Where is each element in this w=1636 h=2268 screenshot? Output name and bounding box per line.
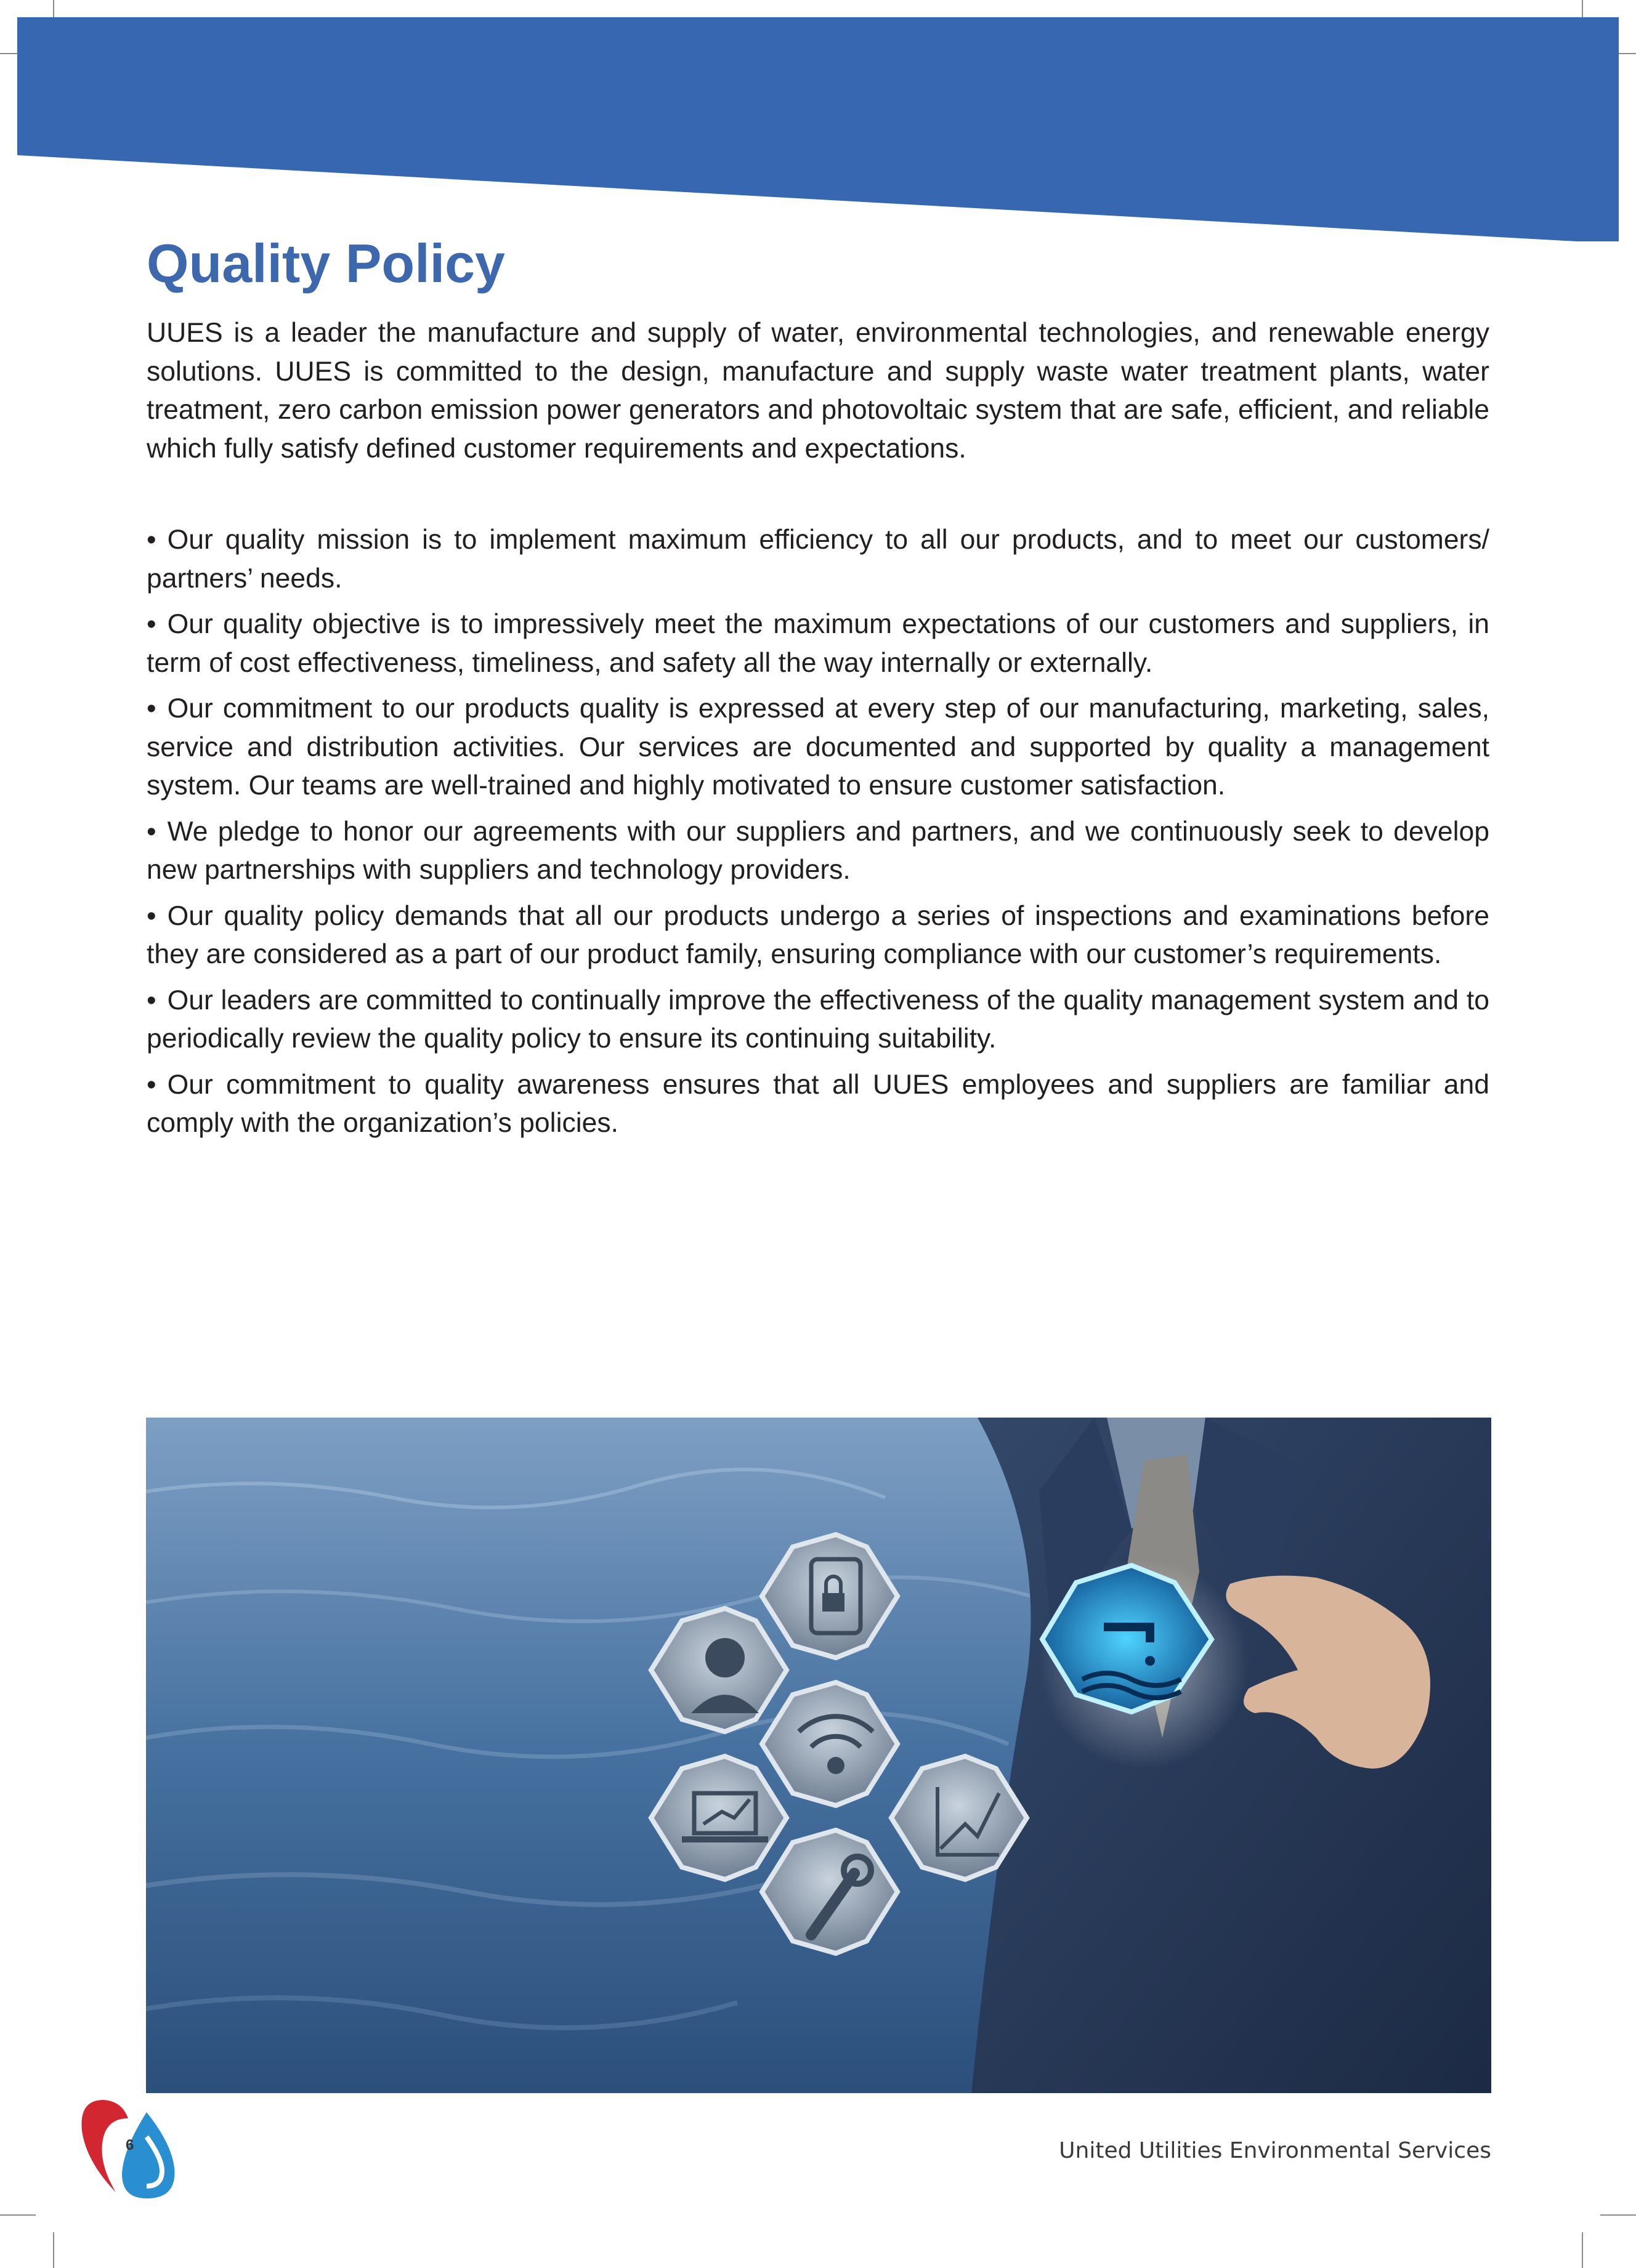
crop-mark: [0, 2214, 36, 2216]
bullet-text: Our quality mission is to implement maximum efficiency to all our products, and to meet our customers/ partners’ needs.: [147, 525, 1489, 594]
bullet-symbol: •: [147, 609, 156, 639]
page-number: 6: [126, 2137, 134, 2153]
bullet-symbol: •: [147, 985, 156, 1015]
crop-mark: [1582, 2232, 1583, 2268]
bullet-text: We pledge to honor our agreements with our suppliers and partners, and we continuously seek to develop new partnerships with suppliers and technology providers.: [147, 816, 1489, 885]
intro-paragraph: UUES is a leader the manufacture and supply of water, environmental technologies, and renewable energy solutions. UUES is committed to the design, manufacture and supply waste water treatment plants, water treatment, zero carbon emission power generators and photovoltaic system that are safe, efficient, and reliable which fully satisfy defined customer requirements and expectations.: [147, 318, 1489, 464]
bullet-item: [147, 521, 1489, 598]
footer-organization: United Utilities Environmental Services: [1059, 2138, 1491, 2163]
policy-bullet-list: [147, 521, 1489, 1143]
bullet-item: [147, 605, 1489, 682]
bullet-text: Our commitment to quality awareness ensures that all UUES employees and suppliers are familiar and comply with the organization’s policies.: [147, 1069, 1489, 1138]
bullet-text: Our quality objective is to impressively meet the maximum expectations of our customers and suppliers, in term of cost effectiveness, timeliness, and safety all the way internally or externally.: [147, 609, 1489, 678]
policy-content: [147, 314, 1489, 1150]
bullet-item: [147, 982, 1489, 1059]
page-title: Quality Policy: [147, 233, 505, 294]
crop-mark: [53, 2232, 54, 2268]
bullet-symbol: •: [147, 900, 156, 931]
crop-mark: [1600, 2214, 1636, 2216]
bullet-item: [147, 690, 1489, 805]
bullet-symbol: •: [147, 1069, 156, 1100]
bullet-symbol: •: [147, 525, 156, 555]
bullet-text: Our commitment to our products quality is expressed at every step of our manufacturing, marketing, sales, service and distribution activities. Our services are documented and supported by quality a management system. Our teams are well-trained and highly motivated to ensure customer satisfaction.: [147, 693, 1489, 801]
feature-photo: [146, 1418, 1491, 2093]
bullet-symbol: •: [147, 816, 156, 847]
bullet-item: [147, 813, 1489, 890]
bullet-text: Our leaders are committed to continually improve the effectiveness of the quality management system and to periodically review the quality policy to ensure its continuing suitability.: [147, 985, 1489, 1054]
bullet-symbol: •: [147, 693, 156, 724]
header-band: [0, 0, 1636, 246]
bullet-item: [147, 897, 1489, 974]
bullet-text: Our quality policy demands that all our products undergo a series of inspections and examinations before they are considered as a part of our product family, ensuring compliance with our customer’s requirements.: [147, 900, 1489, 969]
bullet-item: [147, 1066, 1489, 1143]
